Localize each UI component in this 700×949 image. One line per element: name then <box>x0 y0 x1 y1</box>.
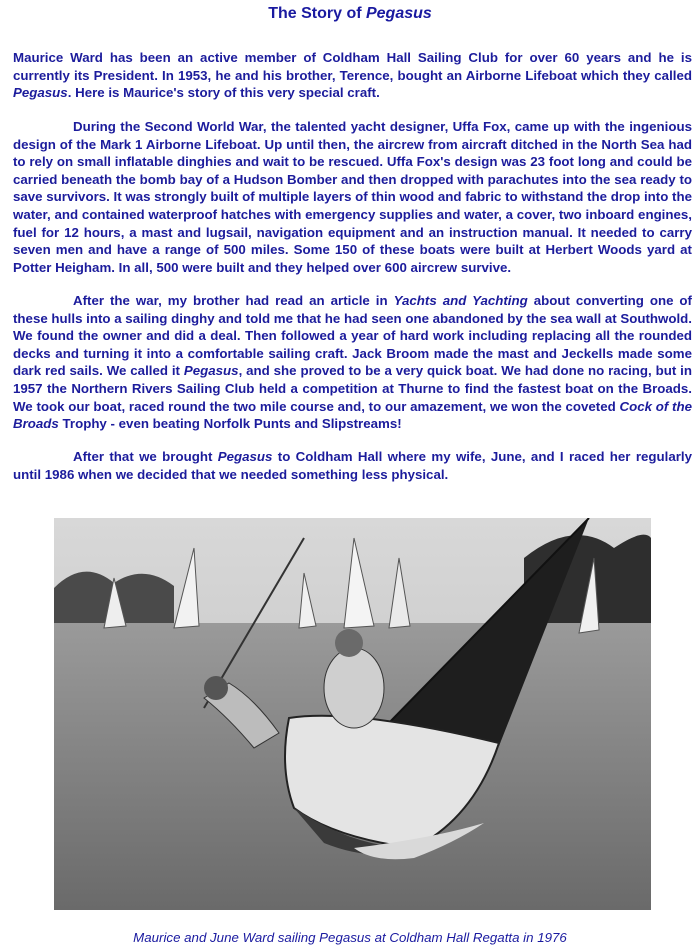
title-prefix: The Story of <box>268 5 366 22</box>
para2-a: After the war, my brother had read an article in <box>73 293 394 308</box>
story-paragraph-2 <box>13 292 692 433</box>
para3-b: to Coldham Hall where my wife, June, and I raced her regularly until 1986 when we decided that we needed something less physical. <box>13 449 692 482</box>
para2-c: , and she proved to be a very quick boat. We had done no racing, but in 1957 the Northern Rivers Sailing Club held a competition at Thurne to find the fastest boat on the Broads. We took our boat, raced round the two mile course and, to our amazement, we won the coveted <box>13 363 692 414</box>
para3-a: After that we brought <box>73 449 218 464</box>
page-title <box>0 4 700 24</box>
para3-boat-name: Pegasus <box>217 449 273 464</box>
para2-boat-name: Pegasus <box>183 363 239 379</box>
trophy-name: Cock of the Broads <box>13 398 692 432</box>
para2-b: about converting one of these hulls into a sailing dinghy and told me that he had seen one abandoned by the sea wall at Southwold. We found the owner and did a deal. Then followed a year of hard work including replacing all the rounded decks and turning it into a comfortable sailing craft. Jack Broom made the mast and Jeckells made some dark red sails. We called it <box>13 293 692 379</box>
intro-boat-name: Pegasus <box>13 85 68 101</box>
intro-paragraph <box>13 49 692 102</box>
photo-caption: Maurice and June Ward sailing Pegasus at Coldham Hall Regatta in 1976 <box>133 930 567 945</box>
story-paragraph-1: During the Second World War, the talented yacht designer, Uffa Fox, came up with the ingenious design of the Mark 1 Airborne Lifeboat. Up until then, the aircrew from aircraft ditched in the North Sea had to rely on small inflatable dinghies and wait to be rescued. Uffa Fox's design was 23 foot long and could be carried beneath the bomb bay of a Hudson Bomber and then dropped with parachutes into the sea ready to save survivors. It was strongly built of multiple layers of thin wood and fabric to withstand the drop into the water, and contained waterproof hatches with emergency supplies and water, a cover, two inboard engines, fuel for 12 hours, a mast and lugsail, navigation equipment and an instruction manual. It needed to carry seven men and have a range of 500 miles. Some 150 of these boats were built at Herbert Woods yard at Potter Heigham. In all, 500 were built and they helped over 600 aircrew survive. <box>13 119 692 275</box>
intro-part2: . Here is Maurice's story of this very special craft. <box>67 85 380 101</box>
story-paragraph-3 <box>13 448 692 483</box>
magazine-title: Yachts and Yachting <box>393 293 528 308</box>
title-boat-name: Pegasus <box>365 5 432 22</box>
para2-d: Trophy - even beating Norfolk Punts and Slipstreams! <box>58 416 402 432</box>
intro-part1: Maurice Ward has been an active member of Coldham Hall Sailing Club for over 60 years and he is currently its President. In 1953, he and his brother, Terence, bought an Airborne Lifeboat which they called <box>13 50 692 83</box>
sailing-photo <box>54 518 651 910</box>
